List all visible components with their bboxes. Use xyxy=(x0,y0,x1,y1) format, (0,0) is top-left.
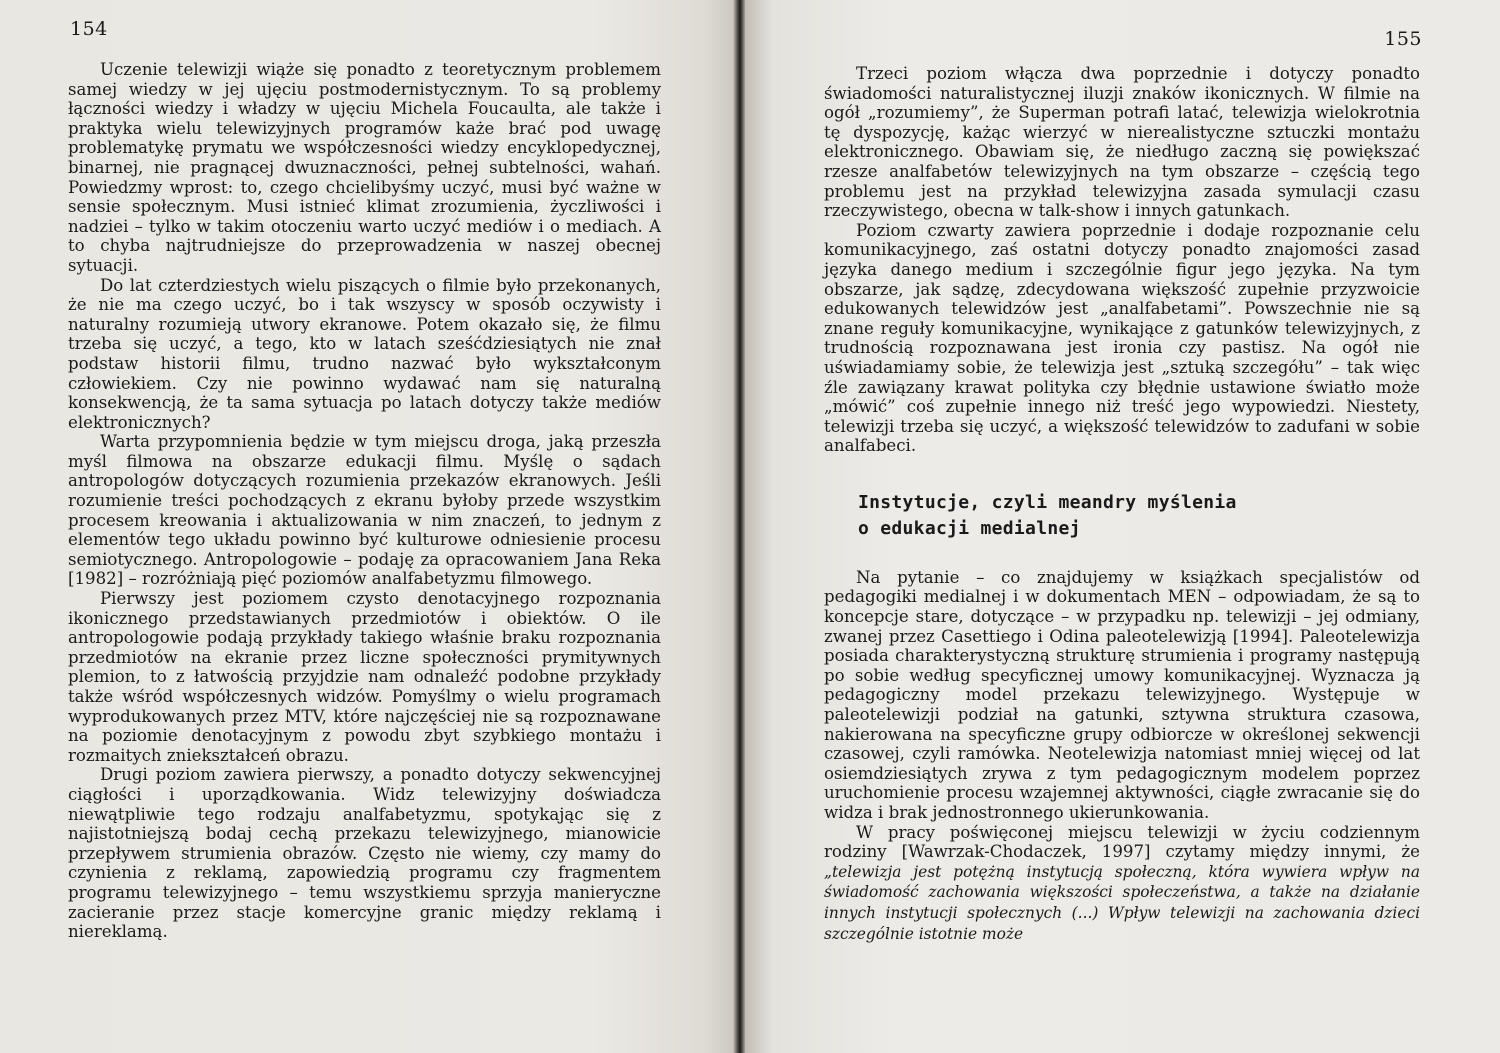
left-page-text xyxy=(68,60,661,942)
paragraph: Do lat czterdziestych wielu piszących o filmie było przekonanych, że nie ma czego uczyć, bo i tak wszyscy w sposób oczywisty i naturalny rozumieją utwory ekranowe. Potem okazało się, że filmu trzeba się uczyć, a tego, kto w latach sześćdziesiątych nie znał podstaw historii filmu, trudno nazwać było wykształconym człowiekiem. Czy nie powinno wydawać nam się naturalną konsekwencją, że ta sama sytuacja po latach dotyczy także mediów elektronicznych? xyxy=(68,275,661,432)
paragraph: Trzeci poziom włącza dwa poprzednie i dotyczy ponadto świadomości naturalistycznej iluzji znaków ikonicznych. W filmie na ogół „rozumiemy”, że Superman potrafi latać, telewizja wielokrotnia tę dyspozycję, każąc wierzyć w nierealistyczne sztuczki montażu elektronicznego. Obawiam się, że niedługo zaczną się powiększać rzesze analfabetów telewizyjnych na tym obszarze – częścią tego problemu jest na przykład telewizyjna zasada symulacji czasu rzeczywistego, obecna w talk-show i innych gatunkach. xyxy=(824,64,1420,221)
book-gutter xyxy=(733,0,745,1053)
right-page-text xyxy=(824,64,1420,944)
section-heading xyxy=(824,490,1420,542)
paragraph: Poziom czwarty zawiera poprzednie i dodaje rozpoznanie celu komunikacyjnego, zaś ostatni dotyczy ponadto znajomości zasad języka danego medium i szczególnie figur jego języka. Na tym obszarze, jak sądzę, zdecydowana większość zupełnie przyzwoicie edukowanych telewidzów jest „analfabetami”. Powszechnie nie są znane reguły komunikacyjne, wynikające z gatunków telewizyjnych, z trudnością rozpoznawana jest ironia czy pastisz. Na ogół nie uświadamiamy sobie, że telewizja jest „sztuką szczegółu” – tak więc źle zawiązany krawat polityka czy błędnie ustawione światło może „mówić” coś zupełnie innego niż treść jego wypowiedzi. Niestety, telewizji trzeba się uczyć, a większość telewidzów to zadufani w sobie analfabeci. xyxy=(824,220,1420,456)
section-heading-line: o edukacji medialnej xyxy=(858,517,1081,539)
left-page-number: 154 xyxy=(70,18,108,40)
paragraph-text: W pracy poświęconej miejscu telewizji w życiu codziennym rodziny [Wawrzak-Chodaczek, 1997] czytamy między innymi, że xyxy=(824,822,1420,862)
paragraph: Warta przypomnienia będzie w tym miejscu droga, jaką przeszła myśl filmowa na obszarze edukacji filmu. Myślę o sądach antropologów dotyczących rozumienia przekazów ekranowych. Jeśli rozumienie treści pochodzących z ekranu byłoby przede wszystkim procesem kreowania i aktualizowania w nim znaczeń, to jednym z elementów tego układu powinno być kulturowe odniesienie procesu semiotycznego. Antropologowie – podaję za opracowaniem Jana Reka [1982] – rozróżniają pięć poziomów analfabetyzmu filmowego. xyxy=(68,432,661,589)
right-page xyxy=(742,0,1500,1053)
paragraph: Na pytanie – co znajdujemy w książkach specjalistów od pedagogiki medialnej i w dokumentach MEN – odpowiadam, że są to koncepcje stare, dotyczące – w przypadku np. telewizji – jej odmiany, zwanej przez Casettiego i Odina paleotelewizją [1994]. Paleotelewizja posiada charakterystyczną strukturę strumienia i programy następują po sobie według specyficznej umowy komunikacyjnej. Wyznacza ją pedagogiczny model przekazu telewizyjnego. Występuje w paleotelewizji podział na gatunki, sztywna struktura czasowa, nakierowana na specyficzne grupy odbiorcze w określonej sekwencji czasowej, czyli ramówka. Neotelewizja natomiast mniej więcej od lat osiemdziesiątych zrywa z tym pedagogicznym modelem poprzez uruchomienie procesu wzajemnej aktywności, ciągłe zwracanie się do widza i brak jednostronnego ukierunkowania. xyxy=(824,567,1420,822)
right-page-number: 155 xyxy=(1384,28,1422,50)
quotation: „telewizja jest potężną instytucją społeczną, która wywiera wpływ na świadomość zachowania większości społeczeństwa, a także na działanie innych instytucji społecznych (...) Wpływ telewizji na zachowania dzieci szczególnie istotnie może xyxy=(824,862,1420,943)
paragraph: Uczenie telewizji wiąże się ponadto z teoretycznym problemem samej wiedzy w jej ujęciu postmodernistycznym. To są problemy łączności wiedzy i władzy w ujęciu Michela Foucaulta, ale także i praktyka wielu telewizyjnych programów każe brać pod uwagę problematykę prymatu we współczesności wiedzy encyklopedycznej, binarnej, nie pragnącej dwuznaczności, pełnej subtelności, wahań. Powiedzmy wprost: to, czego chcielibyśmy uczyć, musi być ważne w sensie społecznym. Musi istnieć klimat zrozumienia, życzliwości i nadziei – tylko w takim otoczeniu warto uczyć mediów i o mediach. A to chyba najtrudniejsze do przeprowadzenia w naszej obecnej sytuacji. xyxy=(68,60,661,275)
left-page xyxy=(0,0,742,1053)
paragraph: Drugi poziom zawiera pierwszy, a ponadto dotyczy sekwencyjnej ciągłości i uporządkowania. Widz telewizyjny doświadcza niewątpliwie tego rodzaju analfabetyzmu, spotykając się z najistotniejszą bodaj cechą przekazu telewizyjnego, mianowicie przepływem strumienia obrazów. Często nie wiemy, czy mamy do czynienia z reklamą, zapowiedzią programu czy fragmentem programu telewizyjnego – temu wszystkiemu sprzyja manieryczne zacieranie przez stacje komercyjne granic między reklamą i niereklamą. xyxy=(68,765,661,942)
paragraph: Pierwszy jest poziomem czysto denotacyjnego rozpoznania ikonicznego przedstawianych przedmiotów i obiektów. O ile antropologowie podają przykłady takiego właśnie braku rozpoznania przedmiotów na ekranie przez liczne społeczności prymitywnych plemion, to z łatwością przyjdzie nam odnaleźć podobne przykłady także wśród współczesnych widzów. Pomyślmy o wielu programach wyprodukowanych przez MTV, które najczęściej nie są rozpoznawane na poziomie denotacyjnym z powodu zbyt szybkiego montażu i rozmaitych zniekształceń obrazu. xyxy=(68,589,661,765)
paragraph xyxy=(824,823,1420,945)
section-heading-line: Instytucje, czyli meandry myślenia xyxy=(858,491,1237,513)
